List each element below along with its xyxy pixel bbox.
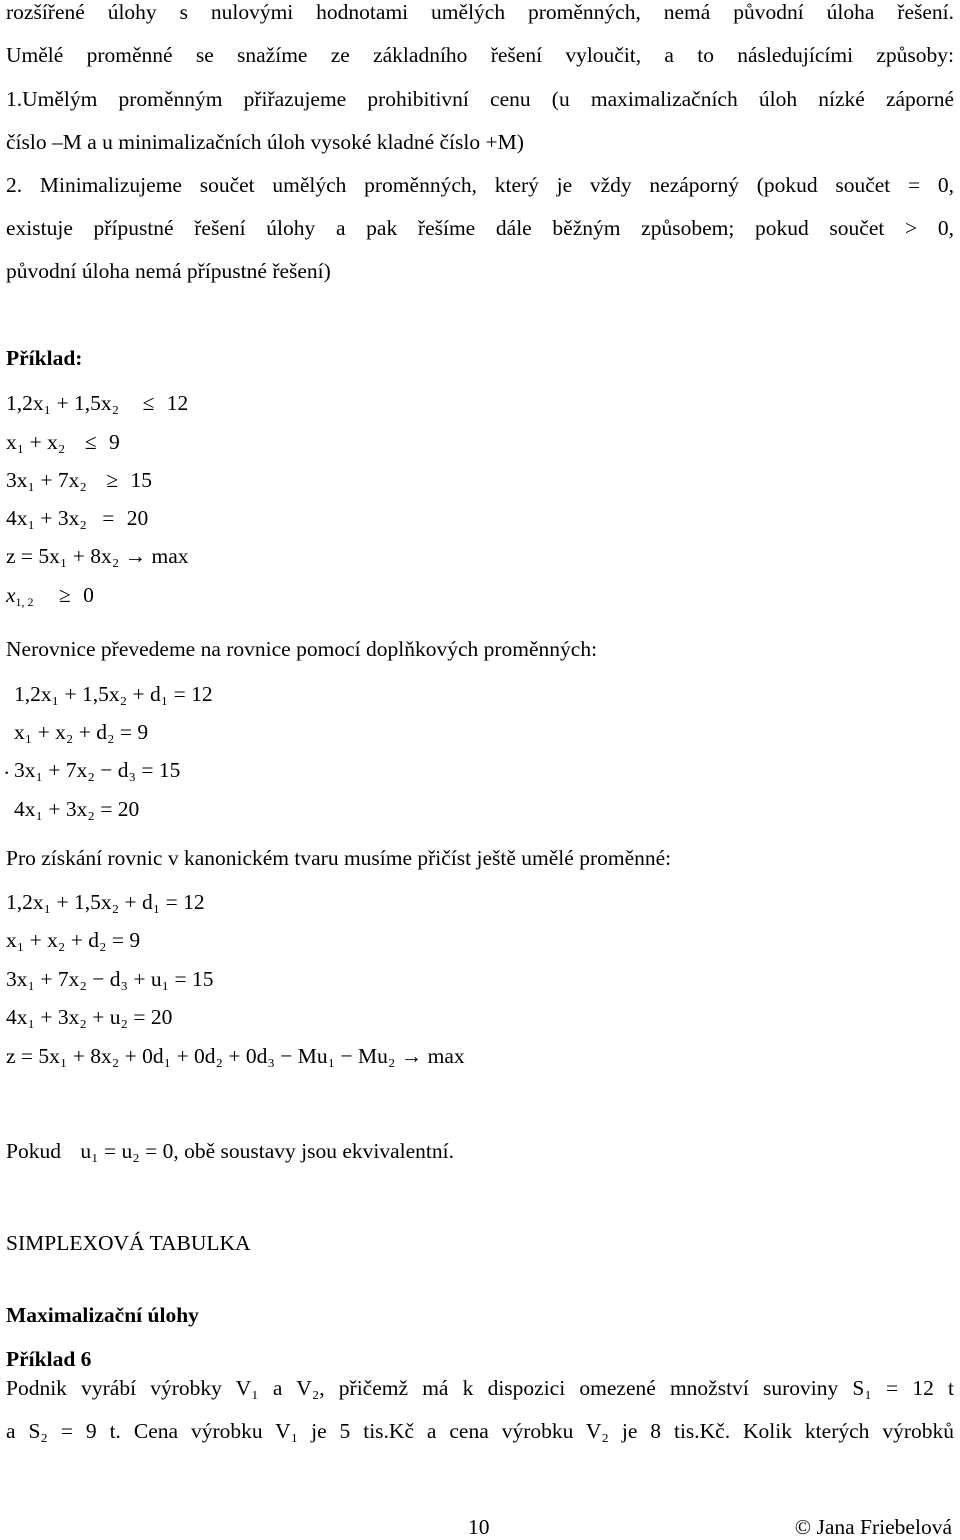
variable: x <box>6 583 16 607</box>
paragraph-line: rozšířené úlohy s nulovými hodnotami umělých proměnných, nemá původní úloha řešení. <box>6 0 954 24</box>
statement-suffix: , obě soustavy jsou ekvivalentní. <box>173 1139 454 1163</box>
equation-1: 1,2x₁ + 1,5x₂ + d₁ = 12 <box>14 682 213 706</box>
relation-sign: ≤ <box>142 391 155 415</box>
page-number: 10 <box>468 1515 490 1539</box>
constraint-rhs: 12 <box>166 391 189 415</box>
variable-index: 1, 2 <box>15 595 34 609</box>
paragraph-line: Podnik vyrábí výrobky V₁ a V₂, přičemž má k dispozici omezené množství suroviny S₁ = 12 t <box>6 1376 954 1400</box>
nonnegativity-constraint <box>6 582 94 608</box>
relation-sign: = <box>102 506 115 530</box>
constraint-rhs: 15 <box>130 468 152 492</box>
paragraph-line: Pro získání rovnic v kanonickém tvaru musíme přičíst ještě umělé proměnné: <box>6 846 672 870</box>
constraint-lhs: 3x₁ + 7x₂ <box>6 468 87 492</box>
constraint-rhs: 0 <box>83 583 94 607</box>
paragraph-line: původní úloha nemá přípustné řešení) <box>6 259 331 283</box>
section-heading: SIMPLEXOVÁ TABULKA <box>6 1231 251 1255</box>
equation-4: 4x₁ + 3x₂ + u₂ = 20 <box>6 1005 173 1029</box>
constraint-2 <box>6 429 120 455</box>
constraint-lhs: 4x₁ + 3x₂ <box>6 506 87 530</box>
equation-3: 3x₁ + 7x₂ − d₃ = 15 <box>14 758 181 782</box>
example-heading: Příklad 6 <box>6 1347 92 1371</box>
relation-sign: ≥ <box>58 583 71 607</box>
objective-function: z = 5x₁ + 8x₂ → max <box>6 544 189 568</box>
subsection-heading: Maximalizační úlohy <box>6 1303 199 1327</box>
relation-sign: ≤ <box>84 430 97 454</box>
constraint-rhs: 20 <box>126 506 149 530</box>
paragraph-line: Nerovnice převedeme na rovnice pomocí doplňkových proměnných: <box>6 637 598 661</box>
equation-4: 4x₁ + 3x₂ = 20 <box>14 797 140 821</box>
paragraph-line: 1.Umělým proměnným přiřazujeme prohibitivní cenu (u maximalizačních úloh nízké záporné <box>6 87 954 111</box>
constraint-lhs: 1,2x₁ + 1,5x₂ <box>6 391 120 415</box>
paragraph-line: číslo –M a u minimalizačních úloh vysoké kladné číslo +M) <box>6 130 524 154</box>
example-heading: Příklad: <box>6 346 83 370</box>
constraint-1 <box>6 390 188 416</box>
statement-prefix: Pokud <box>6 1139 61 1163</box>
constraint-rhs: 9 <box>108 430 120 454</box>
constraint-3 <box>6 467 152 493</box>
equivalence-statement <box>6 1138 454 1164</box>
equation-2: x₁ + x₂ + d₂ = 9 <box>6 928 141 952</box>
constraint-lhs: x₁ + x₂ <box>6 430 66 454</box>
equation-2: x₁ + x₂ + d₂ = 9 <box>14 720 149 744</box>
author-credit: © Jana Friebelová <box>794 1515 952 1539</box>
objective-function: z = 5x₁ + 8x₂ + 0d₁ + 0d₂ + 0d₃ − Mu₁ − Mu₂ → max <box>6 1044 465 1068</box>
paragraph-line: Umělé proměnné se snažíme ze základního řešení vyloučit, a to následujícími způsoby: <box>6 43 954 67</box>
equation-3: 3x₁ + 7x₂ − d₃ + u₁ = 15 <box>6 967 214 991</box>
equation-1: 1,2x₁ + 1,5x₂ + d₁ = 12 <box>6 890 205 914</box>
paragraph-line: a S₂ = 9 t. Cena výrobku V₁ je 5 tis.Kč a cena výrobku V₂ je 8 tis.Kč. Kolik kterých výrobků <box>6 1419 954 1443</box>
paragraph-line: existuje přípustné řešení úlohy a pak řešíme dále běžným způsobem; pokud součet > 0, <box>6 216 954 240</box>
stray-dot: . <box>4 755 10 779</box>
relation-sign: ≥ <box>106 468 119 492</box>
statement-equation: u₁ = u₂ = 0 <box>80 1139 174 1163</box>
paragraph-line: 2. Minimalizujeme součet umělých proměnných, který je vždy nezáporný (pokud součet = 0, <box>6 173 954 197</box>
constraint-4 <box>6 505 148 531</box>
